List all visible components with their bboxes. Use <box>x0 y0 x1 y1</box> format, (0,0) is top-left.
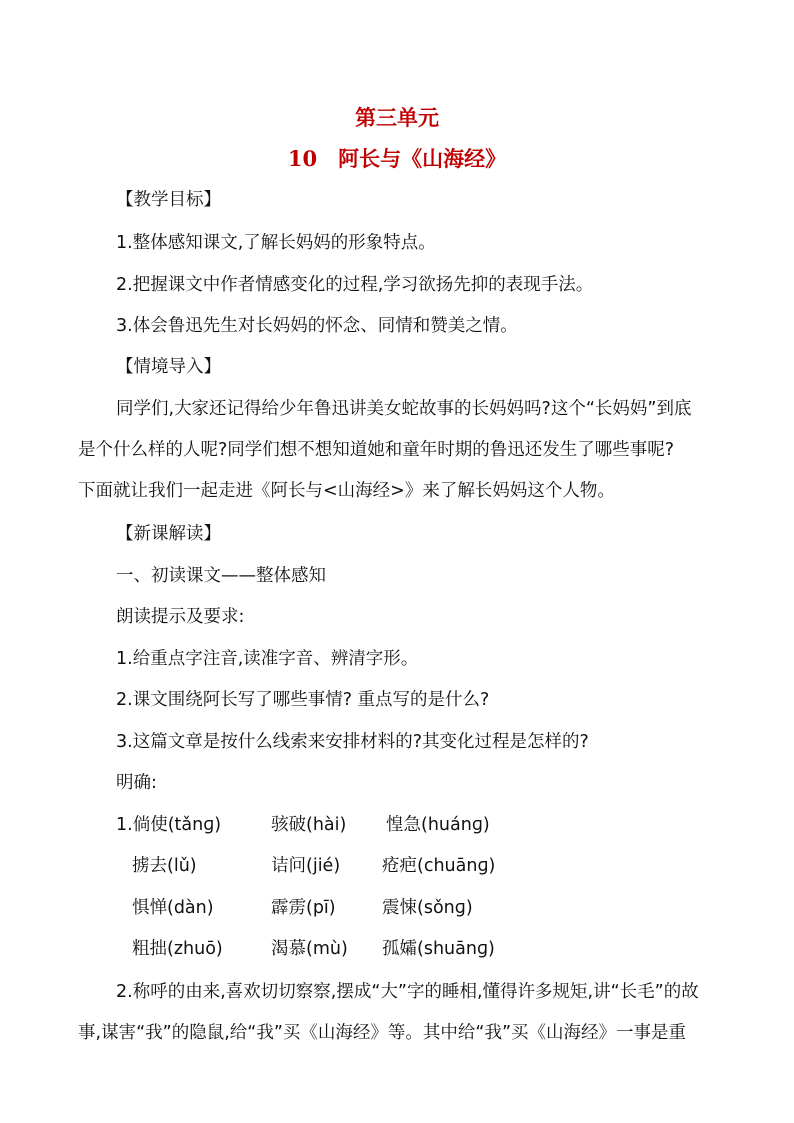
pinyin-term: 霹雳(pī) <box>271 898 336 918</box>
pinyin-term: 掳去(lǔ) <box>132 856 197 876</box>
goal-item: 1.整体感知课文,了解长妈妈的形象特点。 <box>116 233 436 253</box>
lesson-title: 10 阿长与《山海经》 <box>287 146 507 171</box>
new-lesson-heading: 【新课解读】 <box>116 524 221 544</box>
pinyin-term: 惧惮(dàn) <box>132 898 214 918</box>
pinyin-term: 震悚(sǒnɡ) <box>382 898 473 918</box>
intro-paragraph-line: 是个什么样的人呢?同学们想不想知道她和童年时期的鲁迅还发生了哪些事呢? <box>78 440 675 460</box>
unit-title: 第三单元 <box>355 105 439 130</box>
answer2-line: 2.称呼的由来,喜欢切切察察,摆成“大”字的睡相,懂得许多规矩,讲“长毛”的故 <box>116 982 699 1002</box>
pinyin-term: 渴慕(mù) <box>271 939 348 959</box>
goal-item: 3.体会鲁迅先生对长妈妈的怀念、同情和赞美之情。 <box>116 316 518 336</box>
pinyin-term: 疮疤(chuānɡ) <box>382 856 496 876</box>
requirement-item: 3.这篇文章是按什么线索来安排材料的?其变化过程是怎样的? <box>116 732 589 752</box>
reading-prompt: 朗读提示及要求: <box>116 607 245 627</box>
requirement-item: 2.课文围绕阿长写了哪些事情? 重点写的是什么? <box>116 690 490 710</box>
intro-paragraph-line: 同学们,大家还记得给少年鲁迅讲美女蛇故事的长妈妈吗?这个“长妈妈”到底 <box>116 399 692 419</box>
pinyin-term: 诘问(jié) <box>271 856 341 876</box>
pinyin-term: 1.倘使(tǎnɡ) <box>116 815 222 835</box>
intro-heading: 【情境导入】 <box>116 357 221 377</box>
goals-heading: 【教学目标】 <box>116 190 221 210</box>
intro-paragraph-line: 下面就让我们一起走进《阿长与<山海经>》来了解长妈妈这个人物。 <box>78 481 615 501</box>
answer2-line: 事,谋害“我”的隐鼠,给“我”买《山海经》等。其中给“我”买《山海经》一事是重 <box>78 1023 687 1043</box>
pinyin-term: 孤孀(shuānɡ) <box>382 939 495 959</box>
requirement-item: 1.给重点字注音,读准字音、辨清字形。 <box>116 649 419 669</box>
pinyin-term: 惶急(huánɡ) <box>386 815 490 835</box>
pinyin-term: 粗拙(zhuō) <box>132 939 223 959</box>
part1-title: 一、初读课文——整体感知 <box>116 566 326 586</box>
pinyin-term: 骇破(hài) <box>271 815 347 835</box>
answer-label: 明确: <box>116 773 157 793</box>
goal-item: 2.把握课文中作者情感变化的过程,学习欲扬先抑的表现手法。 <box>116 275 594 295</box>
